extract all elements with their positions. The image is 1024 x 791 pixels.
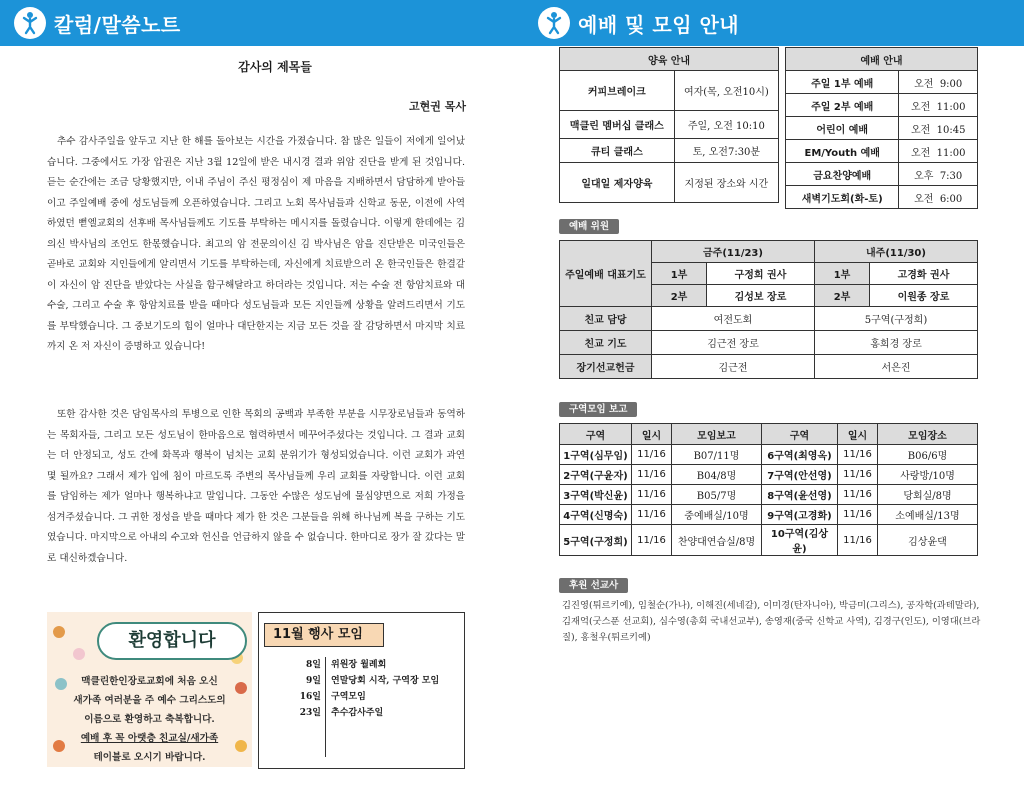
event-text: 위원장 월례회 <box>331 660 387 670</box>
worship-header: 예배 안내 <box>786 48 978 71</box>
header-right <box>538 7 739 39</box>
event-date: 23일 <box>299 708 321 718</box>
welcome-line: 이름으로 환영하고 축복합니다. <box>84 714 215 725</box>
worship-section-title: 예배 및 모임 안내 <box>578 12 740 37</box>
group-name: 6구역(최영옥) <box>762 445 838 465</box>
events-title: 11월 행사 모임 <box>264 623 384 647</box>
worship-name: EM/Youth 예배 <box>786 140 899 163</box>
table-row <box>560 465 978 485</box>
staff-next: 홍희경 장로 <box>815 331 978 355</box>
staff-next: 5구역(구정희) <box>815 307 978 331</box>
group-name: 1구역(심무임) <box>560 445 632 465</box>
church-logo-icon <box>538 7 570 39</box>
column-section-title: 칼럼/말씀노트 <box>54 12 181 37</box>
worship-time: 오후 7:30 <box>899 163 978 186</box>
staff-this: 김근전 장로 <box>652 331 815 355</box>
welcome-title: 환영합니다 <box>97 622 247 660</box>
group-report: B07/11명 <box>672 445 762 465</box>
missionaries-list: 김진영(튀르키예), 임철순(가나), 이해진(세네갈), 이미경(탄자니아), 박금미(그리스), 공자학(과테말라), 김재억(굿스푼 선교회), 심수영(총회 국내선교부), 송영재(중국 신학교 사역), 김경구(인도), 이영대(브라질), 홍철우(튀르키예) <box>562 600 981 643</box>
group-date: 11/16 <box>838 485 878 505</box>
group-date: 11/16 <box>632 525 672 556</box>
group-date: 11/16 <box>838 445 878 465</box>
event-text: 추수감사주일 <box>331 708 384 718</box>
article-paragraph: 또한 감사한 것은 담임목사의 투병으로 인한 목회의 공백과 부족한 부분을 시무장로님들과 동역하는 목회자들, 그리고 모든 성도님이 한마음으로 협력하면서 메꾸어주셨다는 것입니다. 그 결과 교회는 더 안정되고, 성도 간에 화목과 행복이 넘치는 교회 분위기가 형성되었습니다. 이런 교회가 과연 몇 될까요? 그래서 제가 입에 침이 마르도록 주변의 목사님들께 우리 교회를 자랑합니다. 이런 교회를 담임하는 제가 얼마나 행복하냐고 말입니다. 그동안 수많은 성도님에 물심양면으로 저희 가정을 섬겨주셨습니다. 그 귀한 정성을 받을 때마다 제가 한 것은 그분들을 위해 하나님께 복을 구하는 기도였습니다. 마지막으로 아내의 수고와 헌신을 언급하지 않을 수 없습니다. 한마디로 장가 잘 갔다는 말로 대신하겠습니다. <box>47 409 465 564</box>
group-name: 9구역(고경화) <box>762 505 838 525</box>
table-row <box>560 505 978 525</box>
staff-next: 서은진 <box>815 355 978 379</box>
staff-row-label: 친교 담당 <box>560 307 652 331</box>
service-label: 2부 <box>815 285 870 307</box>
table-row <box>560 525 978 556</box>
staff-row-label: 장기선교헌금 <box>560 355 652 379</box>
prayer-label: 주일예배 대표기도 <box>560 241 652 307</box>
group-date: 11/16 <box>838 525 878 556</box>
group-date: 11/16 <box>838 505 878 525</box>
staff-this: 김근전 <box>652 355 815 379</box>
service-label: 1부 <box>652 263 707 285</box>
prayer-this: 김성보 장로 <box>707 285 815 307</box>
table-row <box>560 445 978 465</box>
group-place: 사랑방/10명 <box>878 465 978 485</box>
prayer-this: 구정희 권사 <box>707 263 815 285</box>
group-place: 당회실/8명 <box>878 485 978 505</box>
worship-time: 오전 10:45 <box>899 117 978 140</box>
group-name: 7구역(안선영) <box>762 465 838 485</box>
worship-time: 오전 9:00 <box>899 71 978 94</box>
group-name: 4구역(신명숙) <box>560 505 632 525</box>
group-name: 10구역(김상윤) <box>762 525 838 556</box>
education-name: 커피브레이크 <box>560 71 675 111</box>
event-date: 8일 <box>306 660 321 670</box>
education-time: 지정된 장소와 시간 <box>674 163 778 203</box>
worship-staff-table <box>559 240 978 379</box>
col-header: 일시 <box>838 424 878 445</box>
this-week-header: 금주(11/23) <box>652 241 815 263</box>
header-left <box>14 7 181 39</box>
group-name: 3구역(박신윤) <box>560 485 632 505</box>
event-date: 16일 <box>299 692 321 702</box>
table-row <box>560 485 978 505</box>
col-header: 모임장소 <box>878 424 978 445</box>
group-name: 8구역(윤선영) <box>762 485 838 505</box>
education-time: 토, 오전7:30분 <box>674 139 778 163</box>
welcome-card <box>47 612 252 767</box>
flower-icon <box>73 648 85 660</box>
event-text: 구역모임 <box>331 692 366 702</box>
welcome-line: 테이블로 오시기 바랍니다. <box>93 752 206 763</box>
group-place: 소예배실/13명 <box>878 505 978 525</box>
group-name: 2구역(구윤자) <box>560 465 632 485</box>
event-item <box>259 673 464 689</box>
worship-name: 어린이 예배 <box>786 117 899 140</box>
welcome-line: 맥클린한인장로교회에 처음 오신 <box>81 676 218 687</box>
education-time: 여자(목, 오전10시) <box>674 71 778 111</box>
prayer-next: 이원종 장로 <box>870 285 978 307</box>
staff-tag: 예배 위원 <box>559 219 619 234</box>
worship-time: 오전 6:00 <box>899 186 978 209</box>
event-text: 연말당회 시작, 구역장 모임 <box>331 676 440 686</box>
education-time: 주일, 오전 10:10 <box>674 111 778 139</box>
education-name: 맥클린 멤버십 클래스 <box>560 111 675 139</box>
worship-name: 주일 2부 예배 <box>786 94 899 117</box>
education-name: 큐티 클래스 <box>560 139 675 163</box>
staff-row-label: 친교 기도 <box>560 331 652 355</box>
article-title: 감사의 제목들 <box>238 60 312 74</box>
worship-name: 새벽기도회(화-토) <box>786 186 899 209</box>
november-events-box <box>258 612 465 769</box>
education-name: 일대일 제자양육 <box>560 163 675 203</box>
col-header: 모임보고 <box>672 424 762 445</box>
group-report-table <box>559 423 978 556</box>
article-paragraph: 추수 감사주일을 앞두고 지난 한 해를 돌아보는 시간을 가졌습니다. 참 많은 일들이 저에게 일어났습니다. 그중에서도 가장 압권은 지난 3월 12일에 받은 내시경 결과 위암 진단을 받게 된 것입니다. 듣는 순간에는 조금 당황했지만, 이내 주님이 주신 평정심이 제 마음을 지배하면서 담담하게 받아들이고 주일예배 중에 성도님들께 오픈하였습니다. 그리고 노회 목사님들과 신학교 동문, 이전에 사역하였던 뻗엘교회의 선후배 목사님들께도 기도를 부탁하는 메시지를 돌렸습니다. 이렇게 한데에는 김의신 박사님의 조언도 한몫했습니다. 최고의 암 전문의이신 김 박사님은 암을 진단받은 미국인들은 곧바로 교회와 지인들에게 알리면서 기도를 부탁하는데, 자신에게 치료받으러 온 한국인들은 한결같이 자신이 암 진단을 받았다는 사실을 함구해달라고 하더라는 것입니다. 저는 수술 전 항암치료와 대수술, 그리고 수술 후 항암치료를 받을 때마다 성도님들과 모든 지인들께 상황을 알려드리면서 기도를 부탁했습니다. 그 중보기도의 힘이 얼마나 대단한지는 지금 모든 것을 잘 감당하면서 마지막 치료까지 온 저 자신이 증명하고 있습니다! <box>47 136 465 352</box>
group-date: 11/16 <box>632 465 672 485</box>
groups-tag: 구역모임 보고 <box>559 402 637 417</box>
missionaries-tag: 후원 선교사 <box>559 578 628 593</box>
col-header: 구역 <box>762 424 838 445</box>
service-label: 2부 <box>652 285 707 307</box>
next-week-header: 내주(11/30) <box>815 241 978 263</box>
col-header: 구역 <box>560 424 632 445</box>
welcome-text <box>57 672 242 767</box>
church-logo-icon <box>14 7 46 39</box>
group-report: 찬양대연습실/8명 <box>672 525 762 556</box>
worship-time: 오전 11:00 <box>899 140 978 163</box>
education-header: 양육 안내 <box>560 48 779 71</box>
worship-name: 금요찬양예배 <box>786 163 899 186</box>
group-date: 11/16 <box>632 445 672 465</box>
staff-this: 여전도회 <box>652 307 815 331</box>
group-name: 5구역(구정희) <box>560 525 632 556</box>
event-item <box>259 705 464 721</box>
article-author: 고현권 목사 <box>409 100 466 113</box>
group-report: 중예배실/10명 <box>672 505 762 525</box>
welcome-line: 새가족 여러분을 주 예수 그리스도의 <box>73 695 226 706</box>
worship-table <box>785 47 978 209</box>
flower-icon <box>53 626 65 638</box>
welcome-line: 예배 후 꼭 아랫층 친교실/새가족 <box>80 733 219 744</box>
group-place: 김상윤댁 <box>878 525 978 556</box>
service-label: 1부 <box>815 263 870 285</box>
event-item <box>259 657 464 673</box>
group-date: 11/16 <box>838 465 878 485</box>
group-place: B06/6명 <box>878 445 978 465</box>
worship-time: 오전 11:00 <box>899 94 978 117</box>
education-table <box>559 47 779 203</box>
group-date: 11/16 <box>632 505 672 525</box>
event-date: 9일 <box>306 676 321 686</box>
group-report: B04/8명 <box>672 465 762 485</box>
worship-name: 주일 1부 예배 <box>786 71 899 94</box>
col-header: 일시 <box>632 424 672 445</box>
prayer-next: 고경화 권사 <box>870 263 978 285</box>
group-date: 11/16 <box>632 485 672 505</box>
event-item <box>259 689 464 705</box>
group-report: B05/7명 <box>672 485 762 505</box>
